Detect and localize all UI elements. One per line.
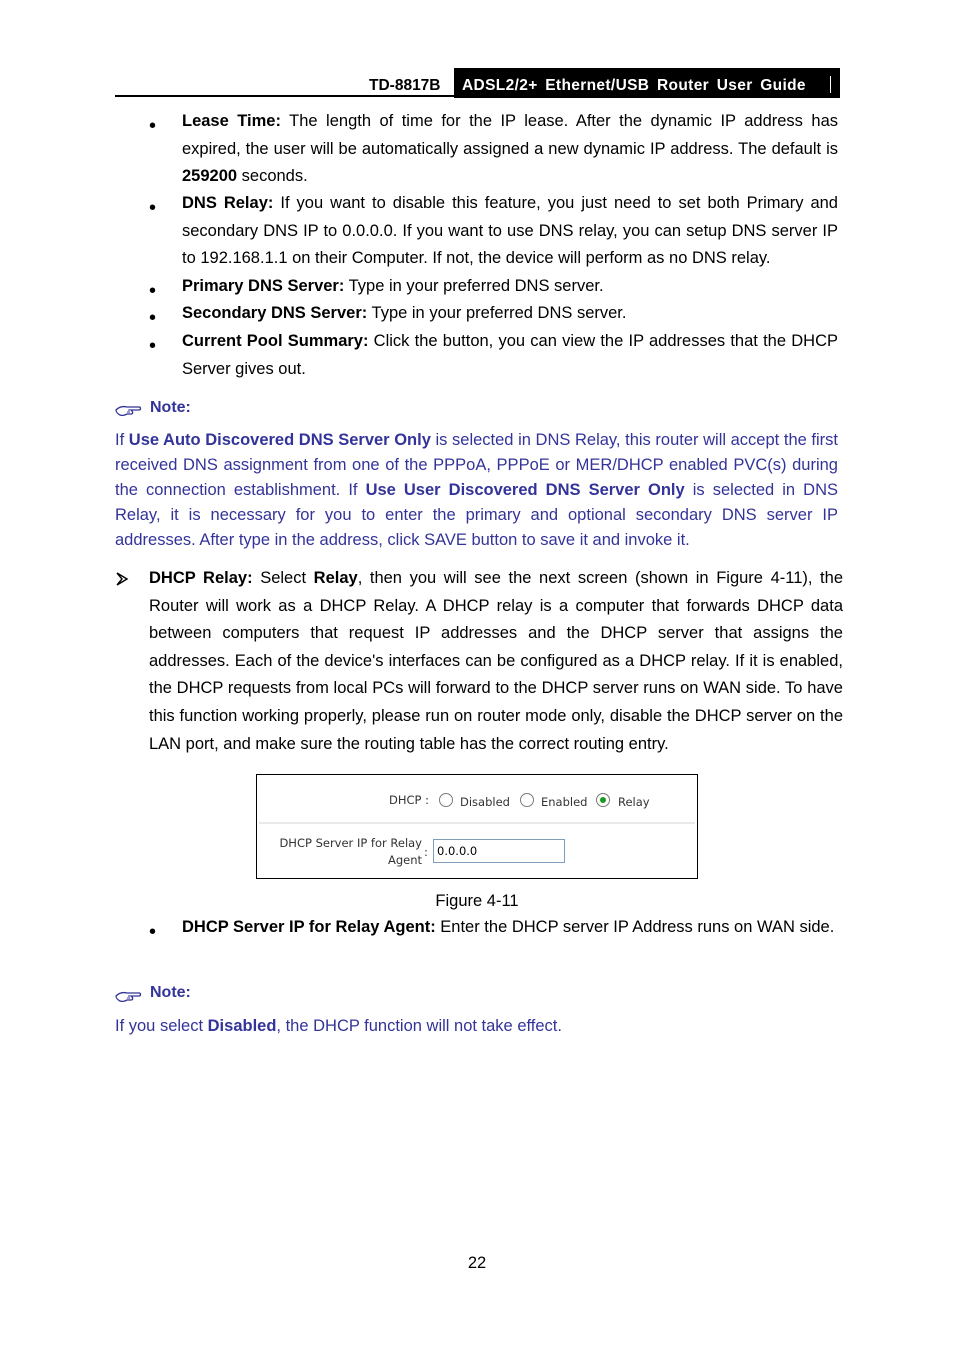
bullet-current-pool xyxy=(182,328,838,383)
header-title: ADSL2/2+ Ethernet/USB Router User Guide xyxy=(462,77,806,94)
bullet-text: Type in your preferred DNS server. xyxy=(344,277,604,295)
bullet-text: If you want to disable this feature, you just need to set both Primary and secondary DNS IP to 0.0.0.0. If you want to use DNS relay, you can setup DNS server IP to 192.168.1.1 on their Computer. If not, the device will perform as no DNS relay. xyxy=(182,194,838,267)
bullet-secondary-dns xyxy=(182,300,838,328)
note-bold: Disabled xyxy=(207,1017,277,1035)
radio-disabled[interactable] xyxy=(439,793,453,807)
bullet-term: Current Pool Summary: xyxy=(182,332,369,350)
note-text: If you select xyxy=(115,1017,208,1035)
note-bold: Use User Discovered DNS Server Only xyxy=(365,481,685,499)
bullet-term: Primary DNS Server: xyxy=(182,277,345,295)
bullet-dns-relay xyxy=(182,190,838,273)
pointing-hand-icon xyxy=(115,988,143,1004)
note-bold: Use Auto Discovered DNS Server Only xyxy=(128,431,431,449)
relay-ip-label-line1: DHCP Server IP for Relay xyxy=(279,836,422,850)
radio-disabled-label: Disabled xyxy=(460,795,510,809)
header-title-box xyxy=(454,68,840,98)
relay-ip-label-colon: : xyxy=(424,845,428,859)
bullet-marker: • xyxy=(149,197,157,219)
bullet-lease-time xyxy=(182,108,838,191)
bullet-marker: • xyxy=(149,307,157,329)
note-text: , the DHCP function will not take effect. xyxy=(276,1017,562,1035)
header-endmark xyxy=(830,76,831,93)
radio-enabled-label: Enabled xyxy=(541,795,588,809)
dhcp-mode-label: DHCP : xyxy=(389,793,429,807)
note-text: is selected in DNS Relay, it is necessary for you to enter the primary and optional secondary DNS server IP addresses. After type in the address, click SAVE button to save it and invoke it. xyxy=(115,481,839,549)
bullet-term: DHCP Relay: xyxy=(149,569,253,587)
bullet-primary-dns xyxy=(182,273,838,301)
paragraph-text: , then you will see the next screen (shown in Figure 4-11), the Router will work as a DHCP Relay. A DHCP relay is a computer that forwards DHCP data between computers that request IP addresses and the DHCP server that assigns the addresses. Each of the device's interfaces can be configured as a DHCP relay. If it is enabled, the DHCP requests from local PCs will forward to the DHCP server runs on WAN side. To have this function working properly, please run on router mode only, disable the DHCP server on the LAN port, and make sure the routing table has the correct routing entry. xyxy=(149,569,843,753)
page-number: 22 xyxy=(467,1254,487,1272)
note-label: Note: xyxy=(150,399,191,416)
bullet-text: Click the button, you can view the IP addresses that the DHCP Server gives out. xyxy=(182,332,838,378)
radio-enabled[interactable] xyxy=(520,793,534,807)
radio-relay-label: Relay xyxy=(618,795,650,809)
radio-relay[interactable] xyxy=(596,793,610,807)
bullet-term: Lease Time: xyxy=(182,112,281,130)
note-label: Note: xyxy=(150,984,191,1001)
bullet-marker: • xyxy=(149,921,157,943)
header-model: TD-8817B xyxy=(369,77,441,94)
pointing-hand-icon xyxy=(115,402,143,418)
bullet-text: Enter the DHCP server IP Address runs on WAN side. xyxy=(435,918,835,936)
bullet-term: DNS Relay: xyxy=(182,194,274,212)
note-text: is selected in DNS Relay, this router will accept the first received DNS assignment from one of the PPPoA, PPPoE or MER/DHCP enabled PVC(s) during the connection establishment. If xyxy=(115,431,838,499)
header-rule xyxy=(115,95,840,97)
paragraph-bold: Relay xyxy=(313,569,358,587)
bullet-marker: • xyxy=(149,335,157,357)
figure-caption: Figure 4-11 xyxy=(435,892,519,910)
bullet-marker: • xyxy=(149,280,157,302)
bullet-relay-agent xyxy=(182,914,838,942)
lease-default-value: 259200 xyxy=(182,167,238,185)
bullet-text: The length of time for the IP lease. After the dynamic IP address has expired, the user will be automatically assigned a new dynamic IP address. The default is xyxy=(182,112,839,158)
arrow-bullet-icon xyxy=(115,571,129,587)
bullet-text: seconds. xyxy=(237,167,308,185)
relay-agent-ip-input[interactable]: 0.0.0.0 xyxy=(433,839,565,863)
figure-dhcp-relay-screenshot xyxy=(256,774,698,879)
bullet-term: DHCP Server IP for Relay Agent: xyxy=(182,918,436,936)
note-text: If xyxy=(115,431,129,449)
figure-separator xyxy=(259,822,695,824)
note-dns-paragraph xyxy=(115,428,838,553)
relay-ip-label-line2: Agent xyxy=(387,853,422,867)
bullet-marker: • xyxy=(149,115,157,137)
note-disabled-paragraph xyxy=(115,1014,838,1039)
bullet-term: Secondary DNS Server: xyxy=(182,304,368,322)
dhcp-relay-paragraph xyxy=(149,565,843,758)
paragraph-text: Select xyxy=(252,569,314,587)
bullet-text: Type in your preferred DNS server. xyxy=(367,304,627,322)
